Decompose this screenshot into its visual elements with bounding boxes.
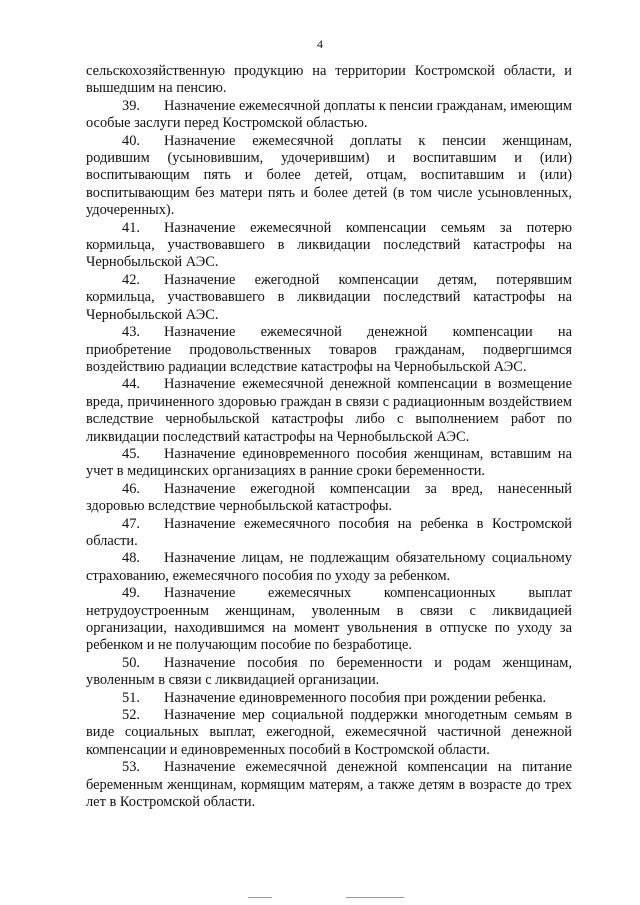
page-number: 4: [317, 37, 323, 51]
list-item-number: 47.: [122, 515, 140, 532]
list-item-45: [86, 446, 572, 481]
list-item-number: 44.: [122, 376, 140, 393]
list-item-53: [86, 759, 572, 811]
list-item-50: [86, 655, 572, 690]
list-item-number: 51.: [122, 689, 140, 706]
list-item-number: 39.: [122, 97, 140, 114]
scan-artifact: [248, 897, 272, 898]
list-item-text: Назначение лицам, не подлежащим обязательному социальному страхованию, ежемесячного пособия по уходу за ребенком.: [86, 550, 572, 584]
list-item-48: [86, 550, 572, 585]
list-item-47: [86, 516, 572, 551]
list-item-number: 43.: [122, 324, 140, 341]
list-item-text: Назначение пособия по беременности и родам женщинам, уволенным в связи с ликвидацией организации.: [86, 654, 572, 689]
list-item-text: сельскохозяйственную продукцию на территории Костромской области, и вышедшим на пенсию.: [86, 63, 572, 97]
list-item-number: 41.: [122, 219, 140, 236]
list-item-text: Назначение ежемесячной компенсации семьям за потерю кормильца, участвовавшего в ликвидации последствий катастрофы на Чернобыльской АЭС.: [86, 219, 572, 271]
document-body: [86, 63, 572, 811]
list-item-number: 49.: [122, 585, 140, 602]
list-item-number: 45.: [122, 445, 140, 462]
list-item-number: 46.: [122, 480, 140, 497]
list-item-number: 52.: [122, 707, 140, 724]
list-item-41: [86, 220, 572, 272]
list-item-text: Назначение ежемесячных компенсационных выплат нетрудоустроенным женщинам, уволенным в связи с ликвидацией организации, находившимся на момент увольнения в отпуске по уходу за ребенком и не получающим пособие по безработице.: [86, 585, 572, 654]
scan-artifact: [346, 897, 404, 898]
list-item-44: [86, 376, 572, 446]
list-item-46: [86, 481, 572, 516]
list-item-40: [86, 133, 572, 220]
list-item-text: Назначение ежемесячной денежной компенсации в возмещение вреда, причиненного здоровью граждан в связи с радиационным воздействием вследствие чернобыльской катастрофы либо с выполнением работ по ликвидации последствий катастрофы на Чернобыльской АЭС.: [86, 376, 572, 445]
list-item-text: Назначение ежемесячной денежной компенсации на питание беременным женщинам, кормящим матерям, а также детям в возрасте до трех лет в Костромской области.: [86, 759, 572, 811]
list-item-43: [86, 324, 572, 376]
list-item-number: 40.: [122, 132, 140, 149]
list-item-continuation: [86, 63, 572, 98]
list-item-text: Назначение ежемесячной доплаты к пенсии женщинам, родившим (усыновившим, удочерившим) и воспитавшим и (или) воспитывающим пять и более детей, отцам, воспитавшим и (или) воспитывающим без матери пять и более детей (в том числе усыновленных, удочеренных).: [86, 132, 572, 219]
list-item-52: [86, 707, 572, 759]
list-item-51: [86, 690, 572, 707]
list-item-number: 50.: [122, 654, 140, 671]
list-item-42: [86, 272, 572, 324]
list-item-text: Назначение ежегодной компенсации за вред, нанесенный здоровью вследствие чернобыльской катастрофы.: [86, 480, 572, 515]
list-item-text: Назначение ежемесячного пособия на ребенка в Костромской области.: [86, 515, 572, 549]
list-item-number: 48.: [122, 550, 140, 567]
list-item-text: Назначение ежегодной компенсации детям, потерявшим кормильца, участвовавшего в ликвидации последствий катастрофы на Чернобыльской АЭС.: [86, 271, 572, 323]
list-item-39: [86, 98, 572, 133]
list-item-text: Назначение ежемесячной денежной компенсации на приобретение продовольственных товаров гражданам, подвергшимся воздействию радиации вследствие катастрофы на Чернобыльской АЭС.: [86, 324, 572, 375]
list-item-text: Назначение ежемесячной доплаты к пенсии гражданам, имеющим особые заслуги перед Костромской областью.: [86, 97, 572, 132]
list-item-number: 42.: [122, 271, 140, 288]
list-item-number: 53.: [122, 759, 140, 776]
list-item-text: Назначение мер социальной поддержки многодетным семьям в виде социальных выплат, ежегодной, ежемесячной частичной денежной компенсации и единовременных пособий в Костромской области.: [86, 707, 572, 758]
list-item-text: Назначение единовременного пособия при рождении ребенка.: [164, 689, 547, 706]
list-item-text: Назначение единовременного пособия женщинам, вставшим на учет в медицинских организациях в ранние сроки беременности.: [86, 445, 572, 480]
list-item-49: [86, 585, 572, 655]
